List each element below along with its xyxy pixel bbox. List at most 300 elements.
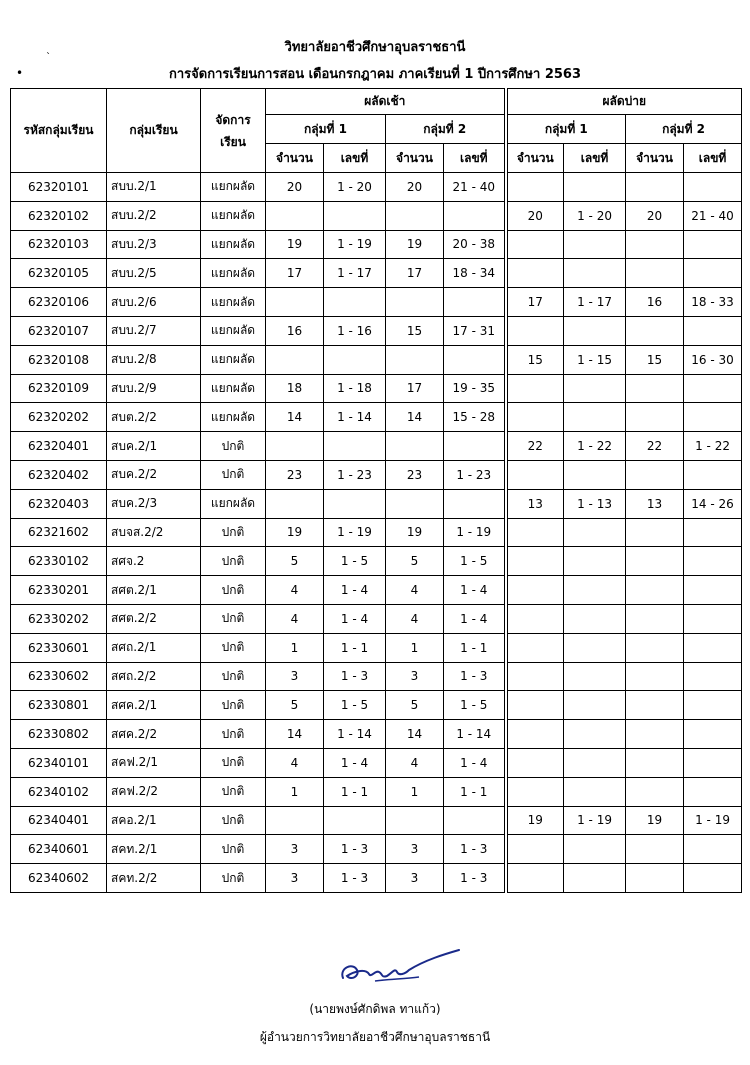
cell-morning-g2-number [444,201,506,230]
cell-afternoon-g1-number [564,259,626,288]
cell-afternoon-g2-number: 1 - 22 [684,432,742,461]
schedule-rows [11,173,742,893]
cell-group-code: 62320102 [11,201,107,230]
cell-afternoon-g1-number [564,835,626,864]
cell-afternoon-g1-number [564,576,626,605]
cell-morning-g1-count: 14 [266,403,324,432]
cell-morning-g1-number [324,345,386,374]
cell-afternoon-g1-number: 1 - 22 [564,432,626,461]
cell-morning-g2-count: 4 [386,748,444,777]
cell-group: สบบ.2/7 [107,316,201,345]
cell-morning-g2-count: 17 [386,374,444,403]
cell-group: สคฟ.2/2 [107,777,201,806]
cell-morning-g2-count [386,288,444,317]
cell-morning-g2-count: 5 [386,547,444,576]
cell-afternoon-g1-count [506,374,564,403]
cell-group-code: 62340401 [11,806,107,835]
table-row [11,604,742,633]
cell-morning-g1-count [266,288,324,317]
cell-group: สบบ.2/9 [107,374,201,403]
cell-morning-g1-count: 20 [266,173,324,202]
table-row [11,547,742,576]
table-row [11,489,742,518]
cell-afternoon-g1-count [506,604,564,633]
cell-morning-g1-count: 4 [266,604,324,633]
cell-afternoon-g2-number [684,518,742,547]
cell-group-code: 62330601 [11,633,107,662]
cell-afternoon-g2-number [684,748,742,777]
cell-morning-g1-number: 1 - 3 [324,662,386,691]
cell-mode: ปกติ [201,460,266,489]
cell-morning-g2-count: 17 [386,259,444,288]
cell-afternoon-g1-count [506,547,564,576]
cell-morning-g1-number [324,432,386,461]
cell-morning-g2-count [386,806,444,835]
cell-afternoon-g2-count [626,662,684,691]
table-row [11,345,742,374]
cell-morning-g2-number: 17 - 31 [444,316,506,345]
table-row [11,633,742,662]
cell-afternoon-g2-number [684,662,742,691]
cell-afternoon-g2-count: 22 [626,432,684,461]
cell-group-code: 62320109 [11,374,107,403]
header-count: จำนวน [506,144,564,173]
cell-afternoon-g1-count [506,230,564,259]
cell-morning-g1-count: 1 [266,777,324,806]
cell-morning-g2-count: 4 [386,604,444,633]
cell-morning-g2-count: 19 [386,518,444,547]
header-number: เลขที่ [444,144,506,173]
cell-mode: แยกผลัด [201,345,266,374]
cell-afternoon-g1-number: 1 - 13 [564,489,626,518]
cell-group-code: 62340602 [11,864,107,893]
cell-afternoon-g1-count [506,633,564,662]
cell-group: สคอ.2/1 [107,806,201,835]
header-morning-group1: กลุ่มที่ 1 [266,115,386,144]
cell-afternoon-g2-count: 16 [626,288,684,317]
cell-morning-g2-count: 3 [386,662,444,691]
cell-morning-g2-number: 1 - 3 [444,864,506,893]
cell-afternoon-g2-number [684,460,742,489]
cell-mode: แยกผลัด [201,230,266,259]
cell-morning-g1-number: 1 - 18 [324,374,386,403]
cell-morning-g1-number [324,201,386,230]
cell-afternoon-g2-count: 19 [626,806,684,835]
header-mode-label: จัดการ เรียน [215,112,251,149]
cell-morning-g2-count: 15 [386,316,444,345]
cell-afternoon-g2-number [684,316,742,345]
cell-group: สบต.2/2 [107,403,201,432]
cell-mode: ปกติ [201,662,266,691]
cell-mode: แยกผลัด [201,201,266,230]
cell-afternoon-g2-number [684,374,742,403]
cell-afternoon-g1-count: 13 [506,489,564,518]
cell-afternoon-g2-count [626,604,684,633]
cell-afternoon-g2-count [626,460,684,489]
header-morning: ผลัดเช้า [266,89,506,115]
cell-morning-g1-number: 1 - 16 [324,316,386,345]
cell-afternoon-g1-count [506,720,564,749]
table-row [11,230,742,259]
cell-morning-g1-count: 19 [266,518,324,547]
cell-group: สคฟ.2/1 [107,748,201,777]
cell-afternoon-g1-number [564,748,626,777]
cell-mode: ปกติ [201,633,266,662]
cell-afternoon-g1-number [564,720,626,749]
cell-morning-g2-count: 14 [386,403,444,432]
cell-morning-g1-number [324,806,386,835]
header-afternoon-group2: กลุ่มที่ 2 [626,115,742,144]
cell-morning-g2-number: 1 - 14 [444,720,506,749]
cell-afternoon-g1-number [564,864,626,893]
cell-group-code: 62330201 [11,576,107,605]
cell-afternoon-g1-number [564,604,626,633]
cell-afternoon-g1-number [564,547,626,576]
cell-afternoon-g2-number: 1 - 19 [684,806,742,835]
cell-afternoon-g2-number [684,720,742,749]
stray-mark: ` [46,52,51,63]
cell-afternoon-g1-count: 20 [506,201,564,230]
cell-afternoon-g1-count: 15 [506,345,564,374]
cell-morning-g2-count: 14 [386,720,444,749]
table-row [11,173,742,202]
cell-afternoon-g2-count [626,633,684,662]
cell-morning-g2-count: 4 [386,576,444,605]
cell-group: สศต.2/1 [107,576,201,605]
cell-afternoon-g2-count: 20 [626,201,684,230]
cell-morning-g1-number: 1 - 1 [324,777,386,806]
cell-group-code: 62320107 [11,316,107,345]
header-count: จำนวน [386,144,444,173]
table-row [11,720,742,749]
cell-afternoon-g1-count [506,518,564,547]
cell-afternoon-g1-number [564,403,626,432]
cell-morning-g2-count: 1 [386,777,444,806]
table-row [11,777,742,806]
cell-morning-g2-count: 19 [386,230,444,259]
cell-mode: แยกผลัด [201,489,266,518]
cell-afternoon-g1-count: 17 [506,288,564,317]
cell-group-code: 62330802 [11,720,107,749]
cell-afternoon-g1-number: 1 - 19 [564,806,626,835]
cell-group: สคท.2/2 [107,864,201,893]
cell-group-code: 62320105 [11,259,107,288]
cell-afternoon-g1-number [564,173,626,202]
cell-group: สบค.2/3 [107,489,201,518]
header-group-code: รหัสกลุ่มเรียน [11,89,107,173]
cell-group: สบค.2/1 [107,432,201,461]
cell-morning-g2-number: 1 - 5 [444,547,506,576]
cell-morning-g2-number: 19 - 35 [444,374,506,403]
cell-mode: ปกติ [201,604,266,633]
cell-morning-g1-number: 1 - 5 [324,547,386,576]
cell-morning-g1-number [324,288,386,317]
cell-afternoon-g1-count [506,316,564,345]
cell-group-code: 62320202 [11,403,107,432]
cell-morning-g1-count: 3 [266,835,324,864]
cell-group-code: 62320103 [11,230,107,259]
cell-afternoon-g1-number [564,691,626,720]
cell-afternoon-g2-count [626,518,684,547]
cell-group-code: 62320106 [11,288,107,317]
cell-afternoon-g1-number: 1 - 15 [564,345,626,374]
table-row [11,259,742,288]
table-row [11,316,742,345]
cell-afternoon-g2-count [626,547,684,576]
cell-morning-g2-count [386,432,444,461]
cell-morning-g1-number: 1 - 1 [324,633,386,662]
signature-image [335,948,465,990]
cell-afternoon-g2-number [684,864,742,893]
cell-group: สศถ.2/1 [107,633,201,662]
cell-morning-g2-number [444,345,506,374]
cell-morning-g2-count: 3 [386,864,444,893]
cell-afternoon-g2-number [684,576,742,605]
cell-group: สคท.2/1 [107,835,201,864]
cell-afternoon-g2-count [626,777,684,806]
cell-afternoon-g2-number [684,691,742,720]
cell-mode: ปกติ [201,806,266,835]
cell-morning-g1-number [324,489,386,518]
cell-mode: แยกผลัด [201,316,266,345]
header-group: กลุ่มเรียน [107,89,201,173]
cell-afternoon-g2-count [626,230,684,259]
cell-morning-g2-number: 20 - 38 [444,230,506,259]
cell-group: สบบ.2/8 [107,345,201,374]
cell-morning-g2-number: 21 - 40 [444,173,506,202]
cell-morning-g2-count: 1 [386,633,444,662]
cell-afternoon-g2-number [684,835,742,864]
table-row [11,518,742,547]
cell-morning-g1-count [266,489,324,518]
table-row [11,374,742,403]
cell-afternoon-g2-count [626,259,684,288]
cell-morning-g1-count: 14 [266,720,324,749]
cell-afternoon-g1-count [506,173,564,202]
cell-morning-g1-count: 16 [266,316,324,345]
cell-afternoon-g2-count [626,403,684,432]
cell-morning-g2-number [444,489,506,518]
cell-morning-g2-number: 1 - 23 [444,460,506,489]
cell-morning-g1-count [266,201,324,230]
cell-afternoon-g2-number [684,633,742,662]
cell-mode: ปกติ [201,835,266,864]
cell-mode: แยกผลัด [201,288,266,317]
cell-afternoon-g2-number: 16 - 30 [684,345,742,374]
cell-afternoon-g1-count: 22 [506,432,564,461]
cell-morning-g2-number: 1 - 1 [444,633,506,662]
cell-afternoon-g2-count [626,316,684,345]
table-row [11,432,742,461]
cell-mode: แยกผลัด [201,374,266,403]
document-subtitle: การจัดการเรียนการสอน เดือนกรกฎาคม ภาคเรียนที่ 1 ปีการศึกษา 2563 [169,67,581,82]
cell-group-code: 62340601 [11,835,107,864]
cell-morning-g2-number: 18 - 34 [444,259,506,288]
cell-afternoon-g2-number [684,173,742,202]
cell-afternoon-g2-number [684,604,742,633]
table-row [11,835,742,864]
cell-morning-g2-count: 23 [386,460,444,489]
cell-mode: ปกติ [201,691,266,720]
cell-mode: ปกติ [201,432,266,461]
cell-morning-g1-number: 1 - 19 [324,518,386,547]
cell-morning-g2-count [386,489,444,518]
cell-afternoon-g1-number [564,777,626,806]
header-number: เลขที่ [324,144,386,173]
cell-afternoon-g2-count [626,864,684,893]
cell-morning-g1-number: 1 - 14 [324,403,386,432]
signer-position: ผู้อำนวยการวิทยาลัยอาชีวศึกษาอุบลราชธานี [259,1030,491,1044]
cell-morning-g1-number: 1 - 3 [324,835,386,864]
cell-mode: แยกผลัด [201,403,266,432]
cell-afternoon-g1-count [506,748,564,777]
cell-group: สบบ.2/6 [107,288,201,317]
cell-morning-g1-count: 17 [266,259,324,288]
cell-morning-g1-count: 23 [266,460,324,489]
table-row [11,576,742,605]
cell-afternoon-g1-count [506,835,564,864]
cell-morning-g1-count: 3 [266,864,324,893]
cell-morning-g2-number: 1 - 5 [444,691,506,720]
cell-afternoon-g2-count [626,374,684,403]
cell-morning-g1-count: 4 [266,748,324,777]
table-row [11,460,742,489]
cell-morning-g2-number: 1 - 4 [444,748,506,777]
table-row [11,403,742,432]
cell-group: สศค.2/1 [107,691,201,720]
cell-afternoon-g2-count [626,748,684,777]
cell-afternoon-g1-number [564,230,626,259]
cell-morning-g1-count: 3 [266,662,324,691]
cell-afternoon-g2-number: 21 - 40 [684,201,742,230]
cell-afternoon-g1-count [506,662,564,691]
cell-afternoon-g2-count: 15 [626,345,684,374]
cell-morning-g2-number: 15 - 28 [444,403,506,432]
cell-morning-g1-number: 1 - 19 [324,230,386,259]
cell-morning-g1-number: 1 - 4 [324,576,386,605]
cell-morning-g1-number: 1 - 5 [324,691,386,720]
cell-afternoon-g1-number [564,518,626,547]
cell-morning-g2-number: 1 - 1 [444,777,506,806]
cell-group: สศต.2/2 [107,604,201,633]
cell-afternoon-g1-number [564,460,626,489]
cell-morning-g1-number: 1 - 3 [324,864,386,893]
cell-morning-g2-number [444,806,506,835]
cell-afternoon-g2-number [684,230,742,259]
cell-afternoon-g1-number: 1 - 17 [564,288,626,317]
table-row [11,691,742,720]
document-title: วิทยาลัยอาชีวศึกษาอุบลราชธานี [284,40,466,55]
cell-morning-g1-count: 19 [266,230,324,259]
cell-mode: แยกผลัด [201,173,266,202]
cell-group-code: 62330102 [11,547,107,576]
cell-afternoon-g2-count [626,576,684,605]
cell-morning-g2-count: 5 [386,691,444,720]
cell-afternoon-g1-count: 19 [506,806,564,835]
cell-group-code: 62320402 [11,460,107,489]
cell-afternoon-g2-count [626,720,684,749]
cell-morning-g1-number: 1 - 20 [324,173,386,202]
cell-morning-g2-count [386,201,444,230]
cell-afternoon-g2-number [684,547,742,576]
table-row [11,748,742,777]
cell-afternoon-g2-number: 14 - 26 [684,489,742,518]
cell-afternoon-g2-count [626,835,684,864]
cell-mode: ปกติ [201,748,266,777]
cell-group: สบบ.2/1 [107,173,201,202]
cell-mode: ปกติ [201,720,266,749]
cell-afternoon-g1-number [564,662,626,691]
cell-morning-g1-count: 18 [266,374,324,403]
cell-group-code: 62330801 [11,691,107,720]
cell-afternoon-g1-number [564,374,626,403]
table-row [11,201,742,230]
cell-morning-g2-number: 1 - 3 [444,835,506,864]
cell-mode: ปกติ [201,576,266,605]
cell-mode: ปกติ [201,777,266,806]
cell-morning-g1-count: 4 [266,576,324,605]
cell-afternoon-g1-count [506,460,564,489]
table-row [11,288,742,317]
cell-morning-g2-count [386,345,444,374]
cell-morning-g1-number: 1 - 4 [324,604,386,633]
cell-morning-g1-number: 1 - 4 [324,748,386,777]
header-count: จำนวน [626,144,684,173]
cell-afternoon-g1-number [564,633,626,662]
header-number: เลขที่ [684,144,742,173]
cell-morning-g2-number: 1 - 4 [444,576,506,605]
table-row [11,806,742,835]
cell-group-code: 62340101 [11,748,107,777]
cell-group: สศค.2/2 [107,720,201,749]
cell-morning-g1-count: 5 [266,547,324,576]
cell-group-code: 62320101 [11,173,107,202]
cell-morning-g2-number: 1 - 19 [444,518,506,547]
cell-afternoon-g2-number [684,259,742,288]
cell-group-code: 62330602 [11,662,107,691]
cell-mode: แยกผลัด [201,259,266,288]
cell-afternoon-g1-count [506,864,564,893]
cell-afternoon-g1-count [506,259,564,288]
cell-afternoon-g2-number [684,777,742,806]
header-afternoon: ผลัดบ่าย [506,89,742,115]
cell-morning-g1-count: 1 [266,633,324,662]
cell-afternoon-g2-number [684,403,742,432]
header-morning-group2: กลุ่มที่ 2 [386,115,506,144]
cell-group: สบบ.2/3 [107,230,201,259]
cell-afternoon-g2-count: 13 [626,489,684,518]
cell-group: สบบ.2/2 [107,201,201,230]
header-count: จำนวน [266,144,324,173]
cell-mode: ปกติ [201,864,266,893]
cell-afternoon-g1-count [506,777,564,806]
cell-afternoon-g2-number: 18 - 33 [684,288,742,317]
schedule-table [10,88,742,893]
cell-group-code: 62340102 [11,777,107,806]
signer-name: (นายพงษ์ศักดิพล ทาแก้ว) [309,1002,441,1016]
cell-mode: ปกติ [201,547,266,576]
table-row [11,864,742,893]
cell-group-code: 62320401 [11,432,107,461]
cell-group-code: 62320108 [11,345,107,374]
header-number: เลขที่ [564,144,626,173]
cell-afternoon-g1-count [506,691,564,720]
cell-afternoon-g2-count [626,173,684,202]
cell-morning-g1-count: 5 [266,691,324,720]
cell-morning-g1-number: 1 - 14 [324,720,386,749]
cell-morning-g2-number [444,432,506,461]
cell-morning-g1-count [266,345,324,374]
